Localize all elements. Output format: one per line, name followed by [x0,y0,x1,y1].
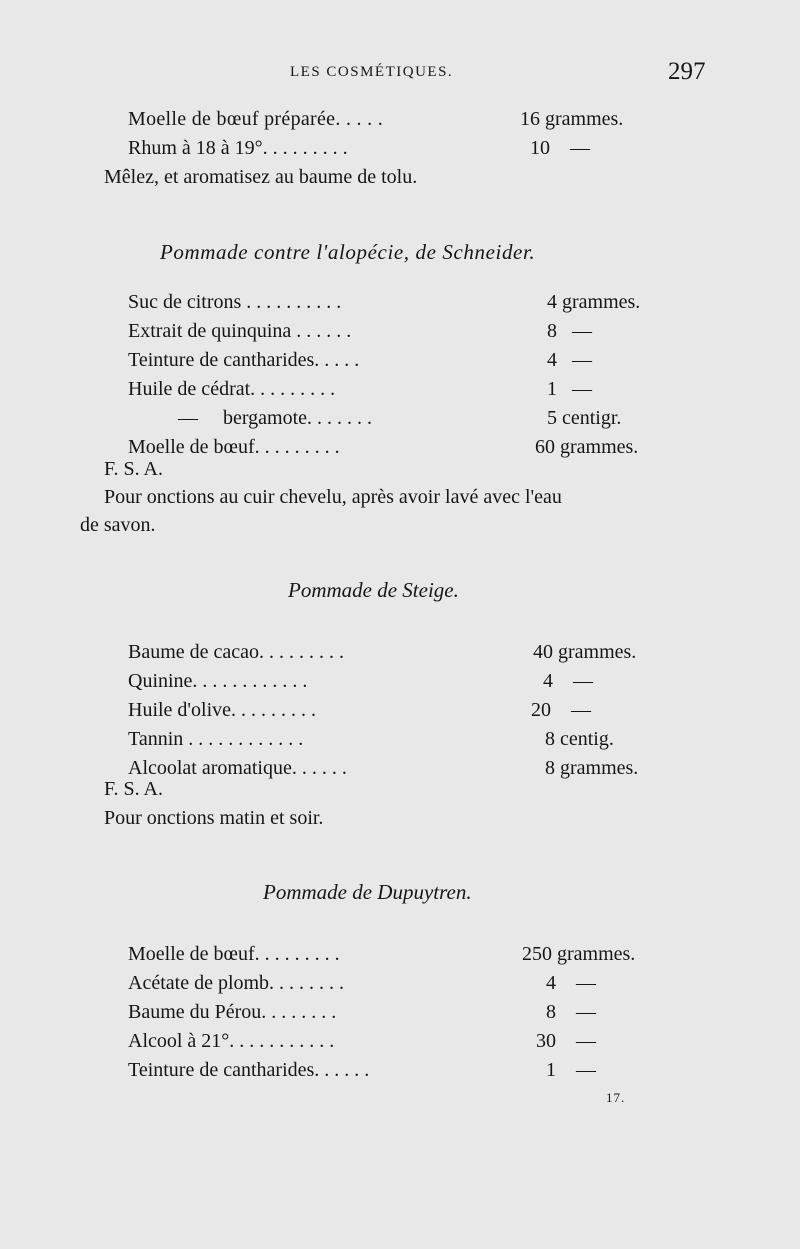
ingredient-name: Rhum à 18 à 19°. . . . . . . . . [128,137,348,159]
intro-instruction: Mêlez, et aromatisez au baume de tolu. [104,166,418,188]
recipe-title-schneider: Pommade contre l'alopécie, de Schneider. [160,240,536,264]
page-header [0,58,800,92]
ingredient-quantity: 8 grammes. [545,757,639,779]
ingredient-quantity: 10 — [530,137,590,159]
ingredient-name: Acétate de plomb. . . . . . . . [128,972,345,994]
ingredient-name: Suc de citrons . . . . . . . . . . [128,291,342,313]
ingredient-quantity: 250 grammes. [522,943,636,965]
ingredient-name: Quinine. . . . . . . . . . . . [128,670,308,692]
ingredient-row [0,969,800,998]
ingredient-row [0,346,800,375]
ingredient-row [0,1027,800,1056]
ingredient-row [0,998,800,1027]
ingredient-name: Moelle de bœuf. . . . . . . . . [128,436,340,458]
ingredient-row [0,667,800,696]
ingredient-name: Alcool à 21°. . . . . . . . . . . [128,1030,335,1052]
ingredient-quantity: 60 grammes. [535,436,639,458]
ingredient-quantity: 20 — [531,699,591,721]
ingredient-quantity: 1 — [547,378,592,400]
page-number: 297 [668,58,706,85]
dupuytren-ingredient-list [0,940,800,1085]
ingredient-quantity: 5 centigr. [547,407,622,429]
ingredient-quantity: 8 — [546,1001,596,1023]
ingredient-quantity: 4 grammes. [547,291,641,313]
signature-mark: 17. [606,1090,626,1105]
ingredient-row [0,1056,800,1085]
ingredient-row [0,288,800,317]
ingredient-row [0,134,800,163]
ingredient-name: Tannin . . . . . . . . . . . . [128,728,304,750]
fsa-directive: F. S. A. [104,778,163,800]
ingredient-quantity: 30 — [536,1030,596,1052]
ingredient-name: Moelle de bœuf. . . . . . . . . [128,943,340,965]
ingredient-name: Teinture de cantharides. . . . . . [128,1059,370,1081]
usage-note-line2: de savon. [80,514,156,536]
ingredient-quantity: 4 — [546,972,596,994]
ingredient-quantity: 8 — [547,320,592,342]
steige-ingredient-list [0,638,800,783]
ingredient-name: Teinture de cantharides. . . . . [128,349,360,371]
ingredient-row [0,638,800,667]
ingredient-quantity: 40 grammes. [533,641,637,663]
ingredient-name: Baume du Pérou. . . . . . . . [128,1001,337,1023]
schneider-ingredient-list [0,288,800,462]
ingredient-row [0,375,800,404]
ingredient-row [0,725,800,754]
ingredient-quantity: 1 — [546,1059,596,1081]
ingredient-name: Moelle de bœuf préparée. . . . . [128,108,384,130]
ingredient-quantity: 16 grammes. [520,108,624,130]
ingredient-name: Alcoolat aromatique. . . . . . [128,757,347,779]
usage-note: Pour onctions matin et soir. [104,807,324,829]
ingredient-row [0,317,800,346]
ingredient-name: Huile de cédrat. . . . . . . . . [128,378,336,400]
ingredient-row [0,105,800,134]
ingredient-name: Extrait de quinquina . . . . . . [128,320,352,342]
ingredient-row [0,940,800,969]
fsa-directive: F. S. A. [104,458,163,480]
recipe-title-steige: Pommade de Steige. [288,578,459,602]
ingredient-name: Baume de cacao. . . . . . . . . [128,641,345,663]
ingredient-name: — bergamote. . . . . . . [158,407,373,429]
ingredient-quantity: 4 — [543,670,593,692]
ingredient-quantity: 4 — [547,349,592,371]
ingredient-row [0,696,800,725]
ingredient-row [0,404,800,433]
usage-note-line1: Pour onctions au cuir chevelu, après avoir lavé avec l'eau [104,486,562,508]
running-title: LES COSMÉTIQUES. [290,64,454,80]
intro-ingredient-list [0,105,800,163]
ingredient-quantity: 8 centig. [545,728,614,750]
ingredient-name: Huile d'olive. . . . . . . . . [128,699,317,721]
recipe-title-dupuytren: Pommade de Dupuytren. [263,880,472,904]
